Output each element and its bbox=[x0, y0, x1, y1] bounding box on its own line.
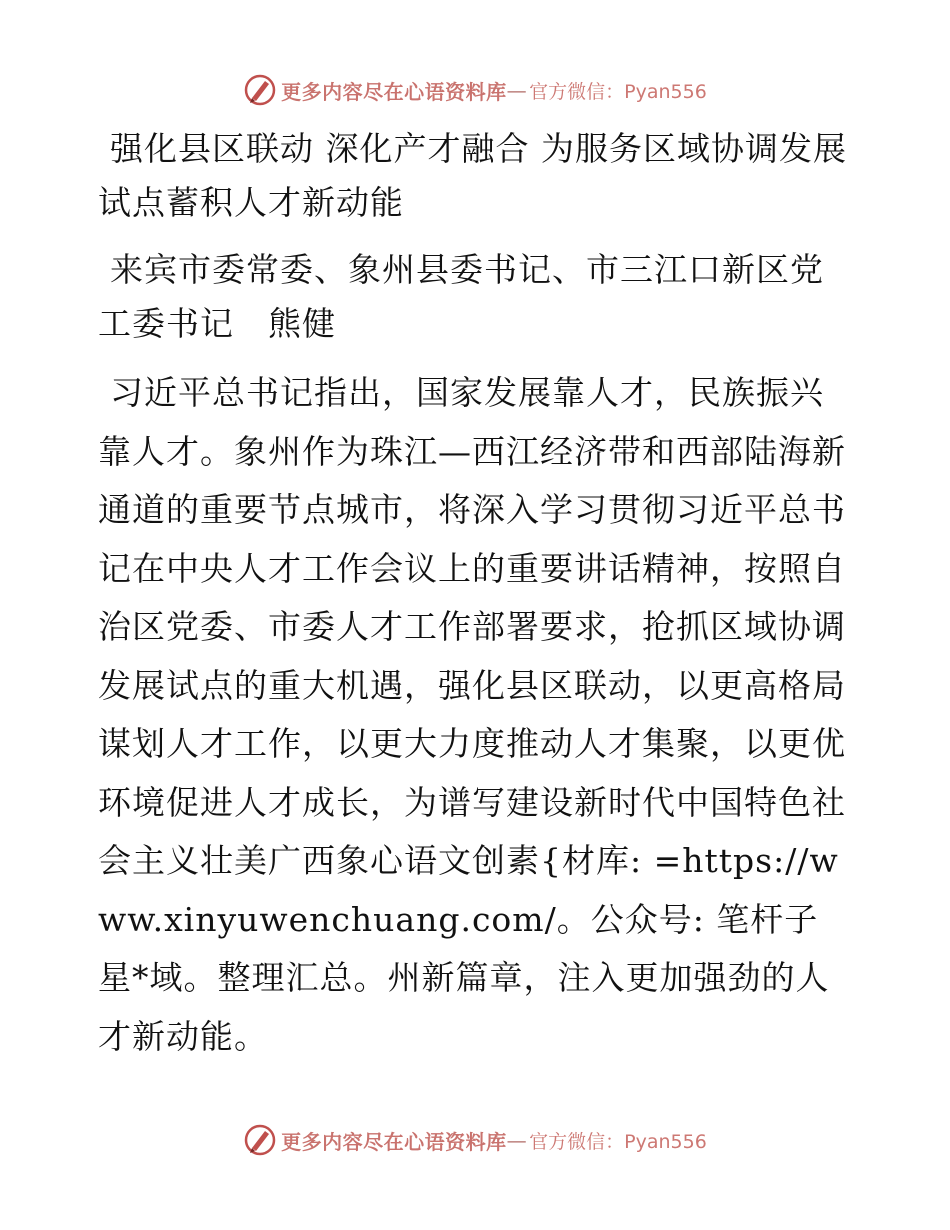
header-banner bbox=[0, 70, 950, 110]
article-title: 强化县区联动 深化产才融合 为服务区域协调发展试点蓄积人才新动能 bbox=[98, 129, 847, 222]
article-author: 来宾市委常委、象州县委书记、市三江口新区党工委书记 熊健 bbox=[98, 250, 824, 343]
banner-wechat: 官方微信：Pyan556 bbox=[529, 80, 707, 103]
article bbox=[98, 122, 850, 1066]
banner-dash: — bbox=[506, 1128, 528, 1152]
pen-logo-icon bbox=[243, 73, 277, 107]
banner-text: 更多内容尽在心语资料库 bbox=[281, 1129, 507, 1154]
banner-dash: — bbox=[506, 78, 528, 102]
article-body: 习近平总书记指出，国家发展靠人才，民族振兴靠人才。象州作为珠江—西江经济带和西部陆海新通道的重要节点城市，将深入学习贯彻习近平总书记在中央人才工作会议上的重要讲话精神，按照自治区党委、市委人才工作部署要求，抢抓区域协调发展试点的重大机遇，强化县区联动，以更高格局谋划人才工作，以更大力度推动人才集聚，以更优环境促进人才成长，为谱写建设新时代中国特色社会主义壮美广西象心语文创素{材库: =https://www.xinyuwenchuang.com/。公众号: 笔杆子星*域。整理汇总。州新篇章，注入更加强劲的人才新动能。 bbox=[98, 373, 846, 1056]
footer-banner bbox=[0, 1120, 950, 1160]
banner-wechat: 官方微信：Pyan556 bbox=[529, 1130, 707, 1153]
banner-text: 更多内容尽在心语资料库 bbox=[281, 79, 507, 104]
pen-logo-icon bbox=[243, 1123, 277, 1157]
